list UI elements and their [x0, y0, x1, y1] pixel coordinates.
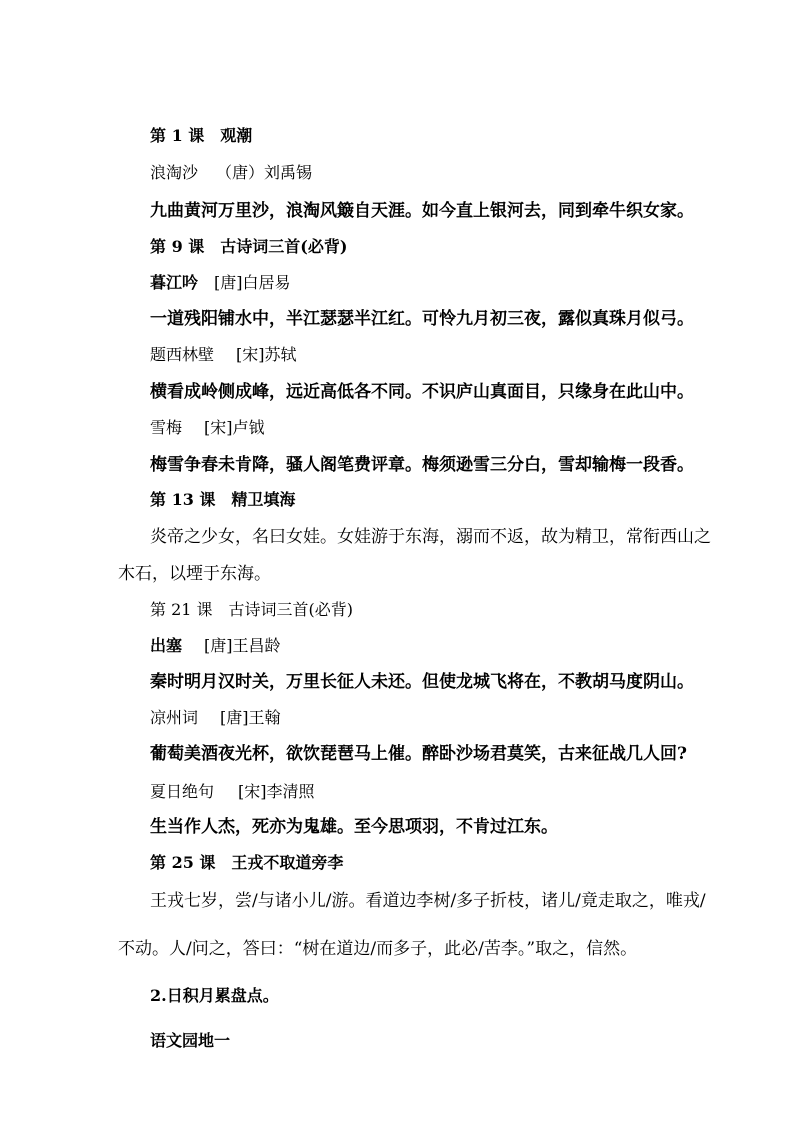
lesson-21-heading: 第 21 课 古诗词三首(必背) — [150, 600, 354, 619]
poem-author: [宋]苏轼 — [236, 345, 297, 364]
poem-verse: 一道残阳铺水中，半江瑟瑟半江红。可怜九月初三夜，露似真珠月似弓。 — [150, 309, 694, 329]
lesson-1-heading: 第 1 课 观潮 — [150, 126, 253, 145]
poem-title: 雪梅 — [150, 418, 183, 437]
garden-1-heading: 语文园地一 — [150, 1031, 231, 1050]
lesson-9-heading: 第 9 课 古诗词三首(必背) — [150, 237, 348, 256]
poem-author: [唐]王翰 — [220, 708, 281, 727]
poem-title-line — [150, 710, 281, 726]
poem-title-line — [150, 784, 315, 800]
poem-author: [唐]白居易 — [214, 273, 291, 292]
poem-title: 浪淘沙 — [150, 163, 199, 182]
poem-verse: 梅雪争春未肯降，骚人阁笔费评章。梅须逊雪三分白，雪却输梅一段香。 — [150, 455, 694, 475]
poem-author: [宋]李清照 — [238, 782, 315, 801]
poem-verse: 横看成岭侧成峰，远近高低各不同。不识庐山真面目，只缘身在此山中。 — [150, 382, 694, 402]
poem-verse: 生当作人杰，死亦为鬼雄。至今思项羽，不肯过江东。 — [150, 817, 558, 837]
poem-title: 凉州词 — [150, 708, 199, 727]
poem-verse: 秦时明月汉时关，万里长征人未还。但使龙城飞将在，不教胡马度阴山。 — [150, 672, 694, 692]
poem-title-line — [150, 638, 281, 654]
poem-author: [唐]王昌龄 — [204, 636, 281, 655]
text-paragraph-line: 木石，以堙于东海。 — [118, 564, 271, 584]
poem-title: 题西林壁 — [150, 345, 215, 364]
poem-title-line — [150, 165, 312, 181]
lesson-13-heading: 第 13 课 精卫填海 — [150, 490, 296, 509]
poem-title-line — [150, 275, 291, 291]
poem-title-line — [150, 347, 297, 363]
poem-title: 暮江吟 — [150, 273, 199, 292]
lesson-25-heading: 第 25 课 王戎不取道旁李 — [150, 853, 344, 872]
poem-title: 出塞 — [150, 636, 183, 655]
poem-author: [宋]卢钺 — [204, 418, 265, 437]
text-paragraph-line: 王戎七岁，尝/与诸小儿/游。看道边李树/多子折枝，诸儿/竟走取之，唯戎/ — [150, 891, 706, 911]
poem-verse: 九曲黄河万里沙，浪淘风簸自天涯。如今直上银河去，同到牵牛织女家。 — [150, 201, 694, 221]
poem-title: 夏日绝句 — [150, 782, 215, 801]
text-paragraph-line: 不动。人/问之，答曰：“树在道边/而多子，此必/苦李。”取之，信然。 — [118, 939, 638, 959]
poem-title-line — [150, 420, 265, 436]
item-2-heading: 2.日积月累盘点。 — [150, 986, 279, 1005]
poem-author: （唐）刘禹锡 — [216, 163, 313, 182]
text-paragraph-line: 炎帝之少女，名曰女娃。女娃游于东海，溺而不返，故为精卫，常衔西山之 — [150, 527, 711, 547]
poem-verse: 葡萄美酒夜光杯，欲饮琵琶马上催。醉卧沙场君莫笑，古来征战几人回? — [150, 744, 687, 764]
